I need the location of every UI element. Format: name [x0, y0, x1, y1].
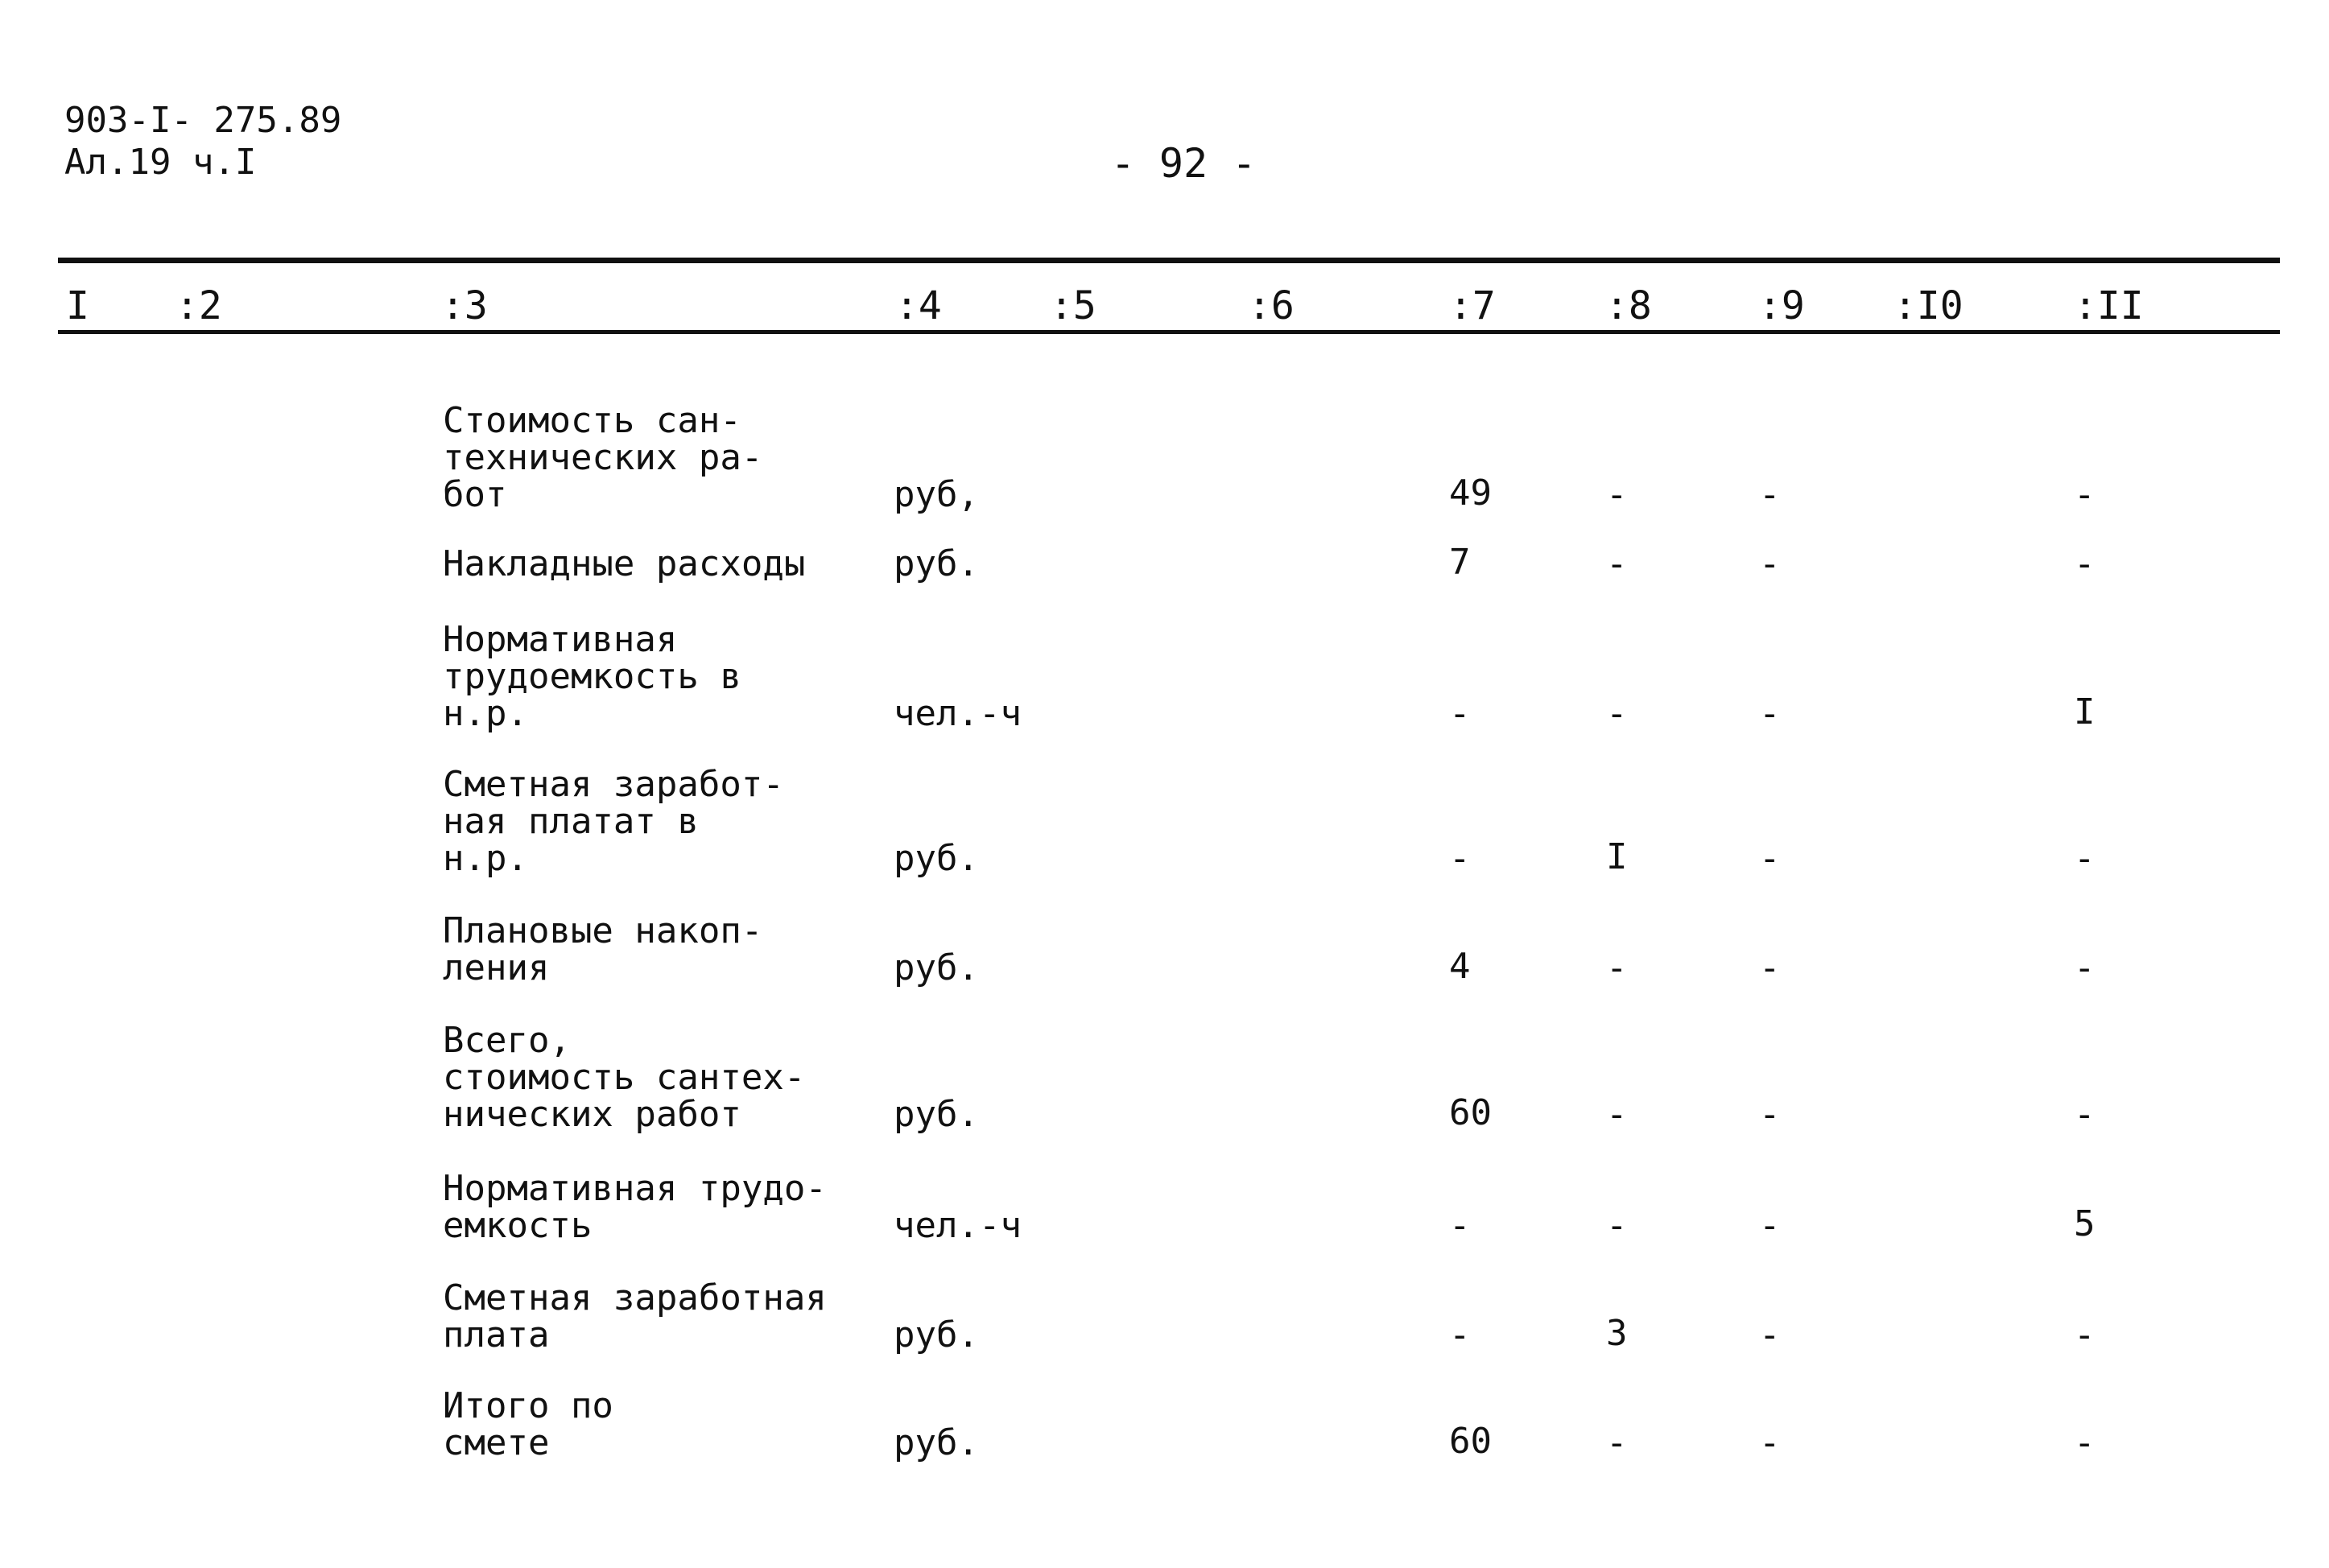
column-header-11: :II [2074, 283, 2144, 328]
row-col11-value: - [2074, 543, 2096, 584]
row-col7-value: - [1449, 693, 1471, 734]
row-unit: руб. [894, 543, 979, 584]
column-header-7: :7 [1449, 283, 1496, 328]
column-header-10: :I0 [1893, 283, 1964, 328]
column-header-9: :9 [1758, 283, 1805, 328]
row-col7-value: 60 [1449, 1421, 1492, 1462]
table-header-rule [58, 330, 2280, 334]
row-unit: руб, [894, 474, 979, 515]
row-col8-value: - [1606, 693, 1628, 734]
row-unit: чел.-ч [894, 693, 1022, 734]
row-col11-value: - [2074, 1094, 2096, 1135]
row-col9-value: - [1759, 947, 1781, 988]
row-col8-value: - [1606, 1205, 1628, 1246]
row-col8-value: I [1606, 836, 1628, 877]
row-col8-value: 3 [1606, 1313, 1628, 1354]
row-col7-value: 60 [1449, 1092, 1492, 1133]
row-unit: чел.-ч [894, 1205, 1022, 1246]
row-col7-value: - [1449, 838, 1471, 879]
row-col11-value: - [2074, 474, 2096, 515]
row-col9-value: - [1759, 1314, 1781, 1355]
row-col9-value: - [1759, 693, 1781, 734]
row-col8-value: - [1606, 1094, 1628, 1135]
row-col11-value: - [2074, 1314, 2096, 1355]
row-col8-value: - [1606, 474, 1628, 515]
row-col9-value: - [1759, 543, 1781, 584]
row-name: Плановые накоп- ления [443, 910, 763, 988]
row-col11-value: I [2074, 691, 2096, 732]
row-name: Стоимость сан- технических ра- бот [443, 400, 763, 515]
row-col9-value: - [1759, 474, 1781, 515]
page-number: - 92 - [1110, 140, 1257, 187]
table-top-rule [58, 258, 2280, 263]
row-unit: руб. [894, 1314, 979, 1355]
row-col11-value: - [2074, 1422, 2096, 1463]
row-unit: руб. [894, 838, 979, 879]
row-col9-value: - [1759, 1205, 1781, 1246]
column-header-2: :2 [176, 283, 222, 328]
column-header-6: :6 [1248, 283, 1295, 328]
row-name: Нормативная трудоемкость в н.р. [443, 619, 741, 734]
row-name: Нормативная трудо- емкость [443, 1168, 827, 1246]
row-col8-value: - [1606, 947, 1628, 988]
row-col9-value: - [1759, 1094, 1781, 1135]
row-unit: руб. [894, 947, 979, 988]
row-unit: руб. [894, 1094, 979, 1135]
row-unit: руб. [894, 1422, 979, 1463]
row-col7-value: 49 [1449, 472, 1492, 514]
row-name: Сметная заработная плата [443, 1277, 827, 1355]
column-header-3: :3 [441, 283, 488, 328]
row-col9-value: - [1759, 838, 1781, 879]
document-sheet: Ал.19 ч.I [64, 142, 257, 183]
row-col8-value: - [1606, 543, 1628, 584]
row-col11-value: - [2074, 838, 2096, 879]
row-name: Накладные расходы [443, 543, 806, 584]
row-col7-value: - [1449, 1205, 1471, 1246]
row-col11-value: 5 [2074, 1203, 2096, 1244]
row-name: Всего, стоимость сантех- нических работ [443, 1020, 806, 1135]
column-header-8: :8 [1605, 283, 1652, 328]
column-header-1: I [66, 283, 89, 328]
row-name: Итого по смете [443, 1385, 613, 1463]
column-header-5: :5 [1050, 283, 1096, 328]
row-col7-value: 7 [1449, 542, 1471, 583]
document-code: 903-I- 275.89 [64, 100, 342, 141]
row-col11-value: - [2074, 947, 2096, 988]
row-col7-value: 4 [1449, 946, 1471, 987]
row-name: Сметная заработ- ная платат в н.р. [443, 764, 784, 879]
row-col7-value: - [1449, 1314, 1471, 1355]
row-col8-value: - [1606, 1422, 1628, 1463]
column-header-4: :4 [895, 283, 942, 328]
row-col9-value: - [1759, 1422, 1781, 1463]
